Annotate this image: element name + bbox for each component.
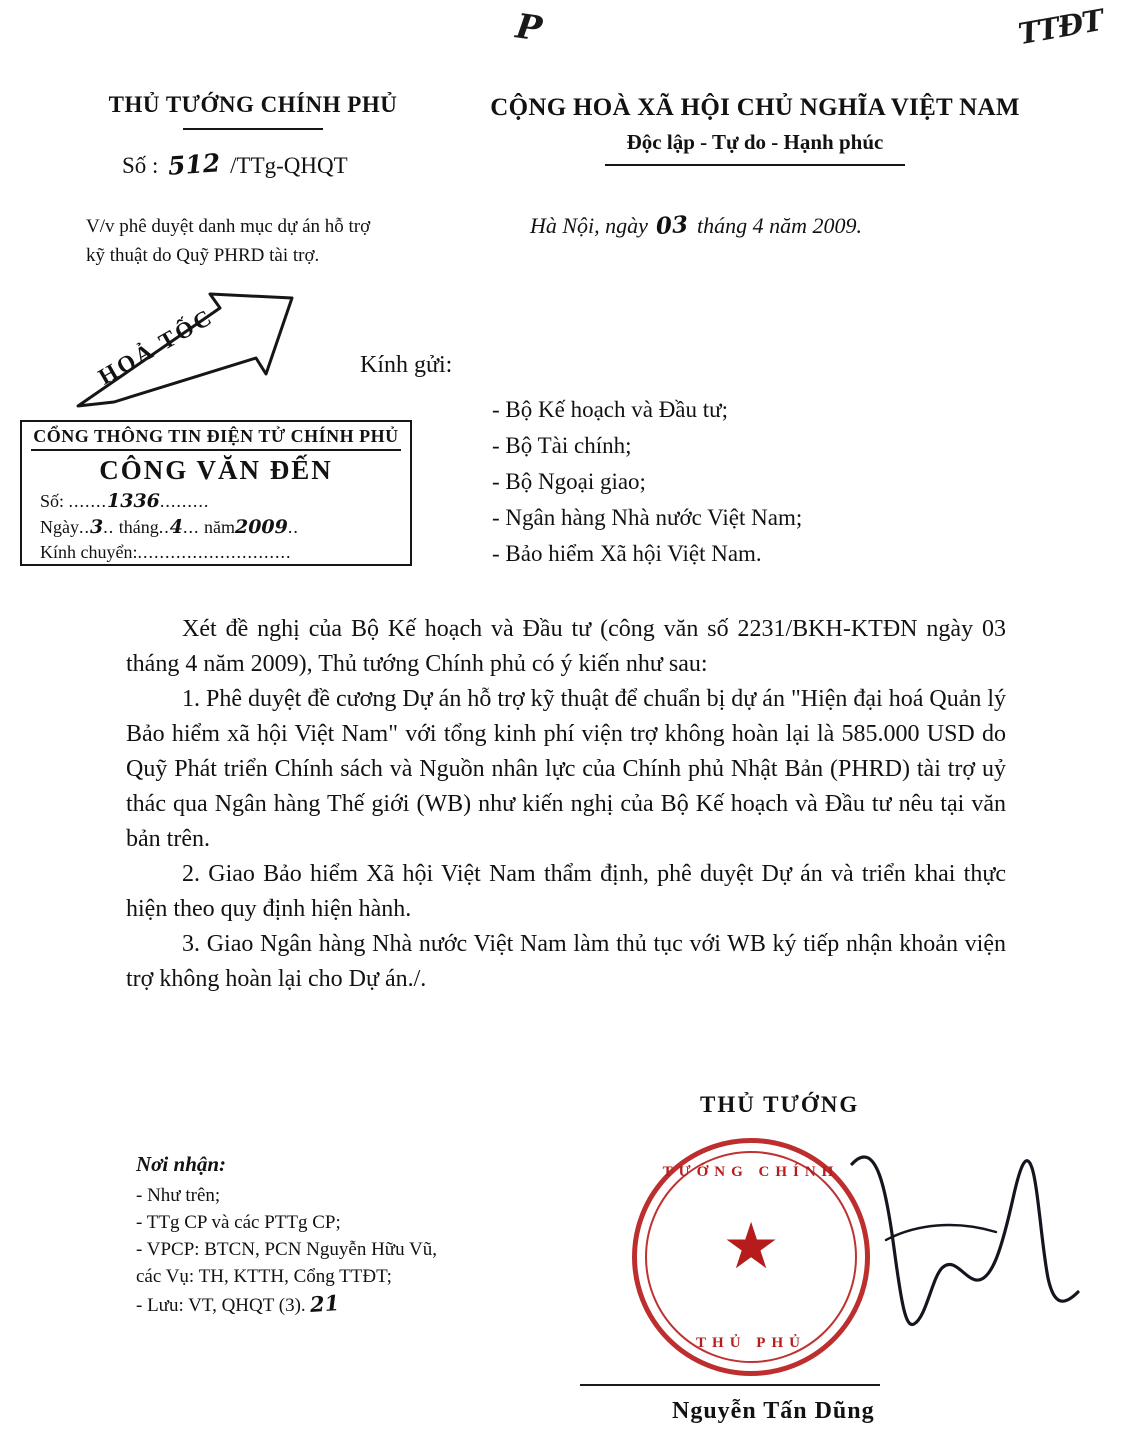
- stamp-month-label: tháng: [118, 517, 159, 537]
- recipient-item: - Ngân hàng Nhà nước Việt Nam;: [492, 505, 803, 530]
- stamp-number-value: 1336: [107, 490, 160, 512]
- seal-arc-bottom-text: THỦ PHỦ: [696, 1335, 806, 1351]
- document-number-label: Số :: [122, 153, 159, 178]
- body-paragraph-1: 1. Phê duyệt đề cương Dự án hỗ trợ kỹ thuật để chuẩn bị dự án "Hiện đại hoá Quản lý Bảo hiểm xã hội Việt Nam" với tổng kinh phí viện trợ không hoàn lại là 585.000 USD do Quỹ Phát triển Chính sách và Nguồn nhân lực của Chính phủ Nhật Bản (PHRD) tài trợ uỷ thác qua Ngân hàng Thế giới (WB) như kiến nghị của Bộ Kế hoạch và Đầu tư nêu tại văn bản trên.: [126, 686, 1007, 852]
- handwritten-signature: [846, 1128, 1106, 1358]
- date-month: 4: [752, 213, 764, 238]
- stamp-month-value: 4: [169, 516, 183, 538]
- document-number-value: 512: [167, 148, 222, 181]
- stamp-date-row: [40, 516, 410, 538]
- recipient-item: - Bộ Ngoại giao;: [492, 469, 646, 494]
- copy-item: - VPCP: BTCN, PCN Nguyễn Hữu Vũ,: [136, 1239, 437, 1260]
- stamp-day-value: 3: [90, 516, 104, 538]
- place-and-date: [530, 212, 862, 239]
- body-paragraph-2: 2. Giao Bảo hiểm Xã hội Việt Nam thẩm định, phê duyệt Dự án và triển khai thực hiện theo quy định hiện hành.: [126, 861, 1006, 922]
- recipients-copy-list: [136, 1182, 556, 1319]
- recipients-label: Kính gửi:: [360, 352, 453, 378]
- document-number-line: [122, 150, 348, 179]
- document-body: [126, 612, 1006, 997]
- stamp-dots-6: ...: [182, 517, 200, 537]
- place-prefix: Hà Nội, ngày: [530, 213, 648, 238]
- national-title: CỘNG HOÀ XÃ HỘI CHỦ NGHĨA VIỆT NAM: [490, 94, 1020, 121]
- stamp-day-label: Ngày: [40, 517, 79, 537]
- date-day: 03: [655, 210, 690, 241]
- copy-item-text: - Lưu: VT, QHQT (3).: [136, 1295, 306, 1316]
- recipient-item: - Bộ Tài chính;: [492, 433, 632, 458]
- stamp-dots-1: .......: [68, 491, 108, 511]
- margin-scribble-right: TTĐT: [1015, 2, 1106, 52]
- signer-name: Nguyễn Tấn Dũng: [672, 1398, 875, 1424]
- recipients-copy-title: Nơi nhận:: [136, 1152, 227, 1176]
- year-prefix: năm: [769, 213, 807, 238]
- stamp-year-label: năm: [203, 517, 235, 537]
- stamp-title: CÔNG VĂN ĐẾN: [99, 455, 333, 485]
- stamp-number-label: Số:: [40, 491, 65, 511]
- copy-item: - TTg CP và các PTTg CP;: [136, 1212, 341, 1233]
- urgent-stamp-label: HOẢ TỐC: [94, 303, 218, 390]
- stamp-dots-3: ..: [79, 517, 90, 537]
- stamp-year-value: 2009: [234, 516, 288, 538]
- urgent-arrow-stamp: [70, 290, 300, 410]
- body-intro: Xét đề nghị của Bộ Kế hoạch và Đầu tư (công văn số 2231/BKH-KTĐN ngày 03 tháng 4 năm 2009), Thủ tướng Chính phủ có ý kiến như sau:: [126, 616, 1006, 677]
- stamp-dots-7: ..: [287, 517, 299, 537]
- seal-arc-top-text: TƯỚNG CHÍNH: [662, 1164, 840, 1180]
- stamp-dots-4: ..: [103, 517, 115, 537]
- seal-star-icon: ★: [722, 1211, 780, 1283]
- incoming-document-stamp: [20, 420, 412, 566]
- national-motto: Độc lập - Tự do - Hạnh phúc: [626, 130, 884, 154]
- stamp-office-name: CỔNG THÔNG TIN ĐIỆN TỬ CHÍNH PHỦ: [33, 426, 399, 446]
- stamp-office-underline: [31, 449, 401, 451]
- recipient-item: - Bảo hiểm Xã hội Việt Nam.: [492, 541, 762, 566]
- signer-title: THỦ TƯỚNG: [700, 1092, 860, 1117]
- issuing-authority: THỦ TƯỚNG CHÍNH PHỦ: [108, 92, 398, 117]
- stamp-dots-2: .........: [159, 491, 210, 511]
- motto-underline: [605, 164, 905, 166]
- stamp-forward-row: [40, 542, 410, 563]
- document-number-suffix: /TTg-QHQT: [230, 153, 348, 178]
- copy-item-last: [136, 1290, 556, 1319]
- copy-item: - Như trên;: [136, 1185, 221, 1206]
- recipients-list: [492, 392, 802, 572]
- body-paragraph-3: 3. Giao Ngân hàng Nhà nước Việt Nam làm thủ tục với WB ký tiếp nhận khoản viện trợ không hoàn lại cho Dự án./.: [126, 931, 1006, 992]
- copy-item-handwritten: 21: [309, 1290, 341, 1317]
- stamp-dots-8: ............................: [137, 542, 292, 562]
- margin-scribble-left: P: [513, 6, 545, 50]
- stamp-number-row: [40, 490, 410, 512]
- signature-baseline: [580, 1384, 880, 1386]
- date-year: 2009.: [812, 213, 862, 238]
- copy-item: các Vụ: TH, KTTH, Cổng TTĐT;: [136, 1266, 392, 1287]
- issuer-underline: [183, 128, 323, 130]
- stamp-forward-label: Kính chuyển:: [40, 542, 138, 562]
- recipient-item: - Bộ Kế hoạch và Đầu tư;: [492, 397, 729, 422]
- stamp-dots-5: ..: [158, 517, 170, 537]
- arrow-icon: [70, 290, 300, 410]
- official-seal: [632, 1138, 870, 1376]
- month-prefix: tháng: [696, 213, 748, 238]
- document-subject: V/v phê duyệt danh mục dự án hỗ trợ kỹ thuật do Quỹ PHRD tài trợ.: [86, 216, 371, 266]
